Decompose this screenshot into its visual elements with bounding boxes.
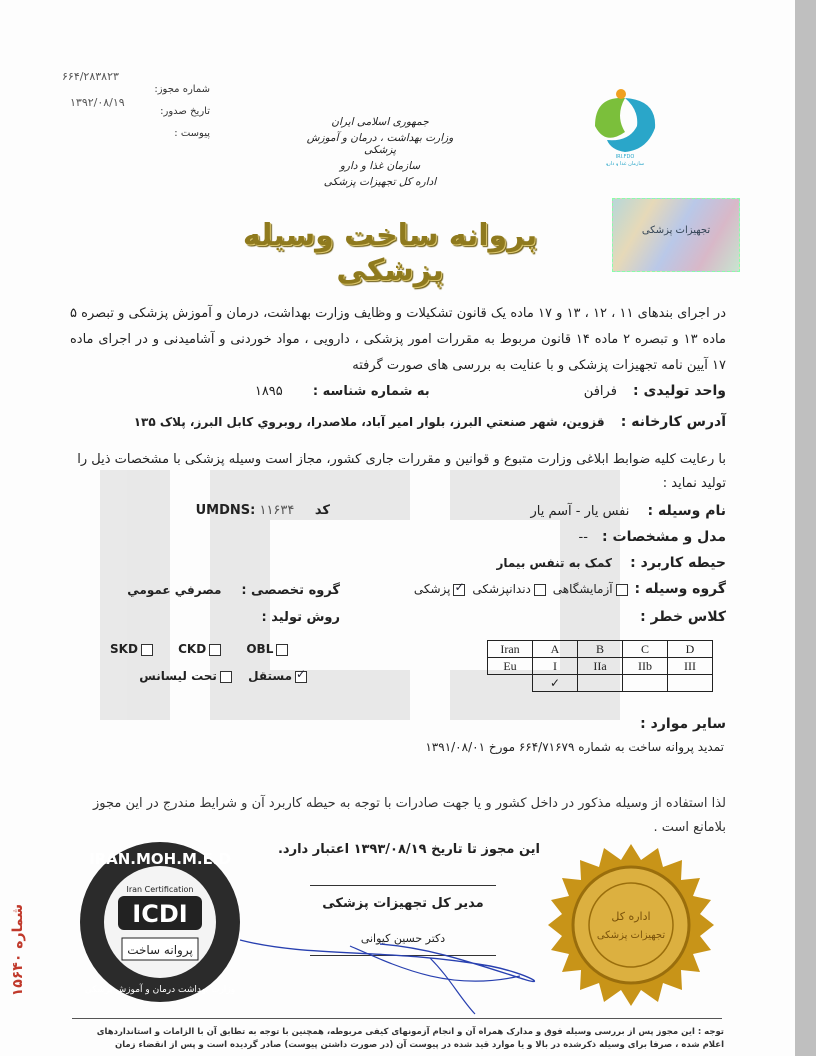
address-label: آدرس کارخانه :	[620, 414, 726, 430]
method-obl-checkbox[interactable]	[276, 644, 288, 656]
license-no-label: شماره مجوز:	[154, 84, 210, 95]
certification-stamp	[78, 840, 242, 1004]
group-medical-label: پزشکی	[413, 582, 451, 596]
risk-cell-eu: Eu	[488, 658, 533, 675]
risk-cell-iib: IIb	[623, 658, 668, 675]
other-label: سایر موارد :	[640, 716, 726, 732]
usage-label: حیطه کاربرد :	[630, 555, 726, 571]
risk-cell-blank-d	[668, 675, 713, 692]
method-options-top	[110, 642, 310, 656]
address-row	[70, 414, 726, 430]
method-independent-label: مستقل	[248, 669, 292, 683]
method-skd-label: SKD	[110, 642, 138, 656]
svg-text:ICDI: ICDI	[132, 900, 188, 928]
svg-text:اداره کل: اداره کل	[611, 910, 651, 923]
risk-cell-iia: IIa	[578, 658, 623, 675]
issue-date-label: تاریخ صدور:	[160, 106, 210, 117]
group-medical-checkbox[interactable]	[453, 584, 465, 596]
group-dental-label: دندانپزشکی	[472, 582, 531, 596]
page-edge	[795, 0, 816, 1056]
device-group-row	[400, 581, 726, 597]
producer-value: فرافن	[583, 384, 617, 399]
ministry-line-1: جمهوری اسلامی ایران	[331, 116, 429, 128]
specialty-value: مصرفي عمومي	[127, 583, 222, 597]
fdo-logo	[585, 86, 665, 166]
svg-text:IRAN.MOH.M.E.D: IRAN.MOH.M.E.D	[89, 850, 231, 868]
method-license-checkbox[interactable]	[220, 671, 232, 683]
device-name-value: نفس یار - آسم یار	[530, 504, 630, 519]
svg-text:پروانه ساخت: پروانه ساخت	[127, 943, 193, 957]
producer-label: واحد تولیدی :	[633, 383, 726, 399]
signatory-name: دکتر حسین کیوانی	[360, 932, 446, 945]
method-ckd-checkbox[interactable]	[209, 644, 221, 656]
method-independent-checkbox[interactable]	[295, 671, 307, 683]
risk-cell-d: D	[668, 641, 713, 658]
risk-cell-c: C	[623, 641, 668, 658]
compliance-paragraph: با رعایت کلیه ضوابط ابلاغی وزارت متبوع و قوانین و مقررات جاری کشور، مجاز است وسیله پزشکی با مشخصات ذیل را تولید نماید :	[77, 452, 726, 491]
gold-seal-stamp	[548, 842, 714, 1008]
margin-number	[6, 906, 26, 1026]
group-lab-checkbox[interactable]	[616, 584, 628, 596]
hologram-sticker	[612, 198, 740, 272]
method-options-bottom	[130, 669, 310, 683]
footnote-divider	[72, 1018, 722, 1019]
ministry-header	[300, 116, 460, 188]
issue-date: ۱۳۹۲/۰۸/۱۹	[70, 96, 125, 109]
signatory-title: مدیر کل تجهیزات پزشکی	[322, 896, 484, 911]
model-label: مدل و مشخصات :	[602, 529, 726, 545]
ministry-line-4: اداره کل تجهیزات پزشکی	[323, 176, 437, 188]
specialty-row	[110, 583, 340, 598]
group-dental-checkbox[interactable]	[534, 584, 546, 596]
risk-check-mark: ✓	[533, 675, 578, 692]
group-lab-label: آزمایشگاهی	[552, 582, 613, 596]
closing-paragraph: لذا استفاده از وسیله مذکور در داخل کشور و یا جهت صادرات با توجه به حیطه کاربرد آن و شرایط مندرج در این مجوز بلامانع است .	[92, 796, 726, 835]
svg-text:IRI.FDO: IRI.FDO	[615, 154, 635, 160]
svg-text:سازمان غذا و دارو: سازمان غذا و دارو	[605, 161, 645, 166]
producer-id-value: ۱۸۹۵	[254, 384, 283, 399]
risk-cell-i: I	[533, 658, 578, 675]
svg-text:Iran Certification: Iran Certification	[126, 885, 194, 894]
other-value: تمدید پروانه ساخت به شماره ۶۶۴/۷۱۶۷۹ مورخ ۱۳۹۱/۰۸/۰۱	[425, 740, 724, 754]
usage-value: کمک به تنفس بیمار	[496, 556, 612, 570]
svg-text:تجهیزات پزشکی: تجهیزات پزشکی	[596, 930, 666, 941]
address-value: قزوین، شهر صنعتي البرز، بلوار امیر آباد، ملاصدرا، روبروي كابل البرز، پلاک ۱۳۵	[133, 415, 605, 429]
specialty-label: گروه تخصصی :	[241, 583, 340, 598]
method-obl-label: OBL	[246, 642, 274, 656]
license-no: ۶۶۴/۲۸۳۸۲۳	[62, 70, 119, 83]
footnote-text: توجه : این مجوز پس از بررسی وسیله فوق و مدارک همراه آن و انجام آزمونهای کیفی مربوطه، همچنین با توجه به تطابق آن با الزامات و استانداردهای اعلام شده ، صرفا برای وسیله ذکرشده در بالا و یا موارد قید شده در پیوست آن (در صورت داشتن پیوست) صادر گردیده است و پس از انقضاء زمان	[96, 1027, 724, 1050]
risk-cell-iran: Iran	[488, 641, 533, 658]
risk-cell-blank-c	[623, 675, 668, 692]
method-ckd-label: CKD	[178, 642, 207, 656]
method-license-label: تحت لیسانس	[139, 669, 217, 683]
model-value: --	[578, 530, 588, 545]
risk-cell-empty	[488, 675, 533, 692]
margin-number-text: شماره ۱۵۶۴۰	[10, 904, 26, 997]
risk-cell-iii: III	[668, 658, 713, 675]
umdns-value: ۱۱۶۳۴	[259, 503, 295, 518]
risk-class-label: کلاس خطر :	[640, 609, 726, 625]
model-row	[430, 529, 726, 545]
attachment-label: پیوست :	[174, 128, 210, 139]
device-name-label: نام وسیله :	[647, 503, 726, 519]
ministry-line-2: وزارت بهداشت ، درمان و آموزش پزشکی	[306, 132, 454, 156]
svg-text:وزارت بهداشت درمان و آموزش پزش: وزارت بهداشت درمان و آموزش پزشکی	[84, 985, 236, 995]
handwritten-signature	[230, 918, 560, 1018]
method-skd-checkbox[interactable]	[141, 644, 153, 656]
page-title: پروانه ساخت وسیله پزشکی	[242, 218, 538, 288]
intro-paragraph: در اجرای بندهای ۱۱ ، ۱۲ ، ۱۳ و ۱۷ ماده یک قانون تشکیلات و وظایف وزارت بهداشت، درمان و آموزش پزشکی و تبصره ۵ ماده ۱۳ و تبصره ۲ ماده ۱۴ قانون مربوط به مقررات امور پزشکی ، دارویی ، مواد خوردنی و آشامیدنی و در اجرای ماده ۱۷ آیین نامه تجهیزات پزشکی و با عنایت به بررسی های صورت گرفته	[70, 306, 726, 373]
validity-text: این مجوز تا تاریخ ۱۳۹۳/۰۸/۱۹ اعتبار دارد.	[277, 842, 540, 857]
usage-row	[430, 555, 726, 571]
risk-cell-a: A	[533, 641, 578, 658]
risk-cell-b: B	[578, 641, 623, 658]
hologram-text: تجهیزات پزشکی	[641, 225, 711, 236]
umdns-label: کد UMDNS:	[195, 503, 330, 518]
ministry-line-3: سازمان غذا و دارو	[339, 160, 421, 172]
device-name-row	[430, 503, 726, 519]
risk-class-table	[487, 640, 713, 692]
production-method-label: روش تولید :	[261, 610, 340, 625]
producer-id-label: به شماره شناسه :	[312, 384, 430, 399]
signature-line-top	[310, 885, 496, 886]
device-group-label: گروه وسیله :	[634, 581, 726, 597]
umdns-row	[150, 503, 330, 518]
risk-cell-blank-b	[578, 675, 623, 692]
producer-row	[70, 383, 726, 399]
